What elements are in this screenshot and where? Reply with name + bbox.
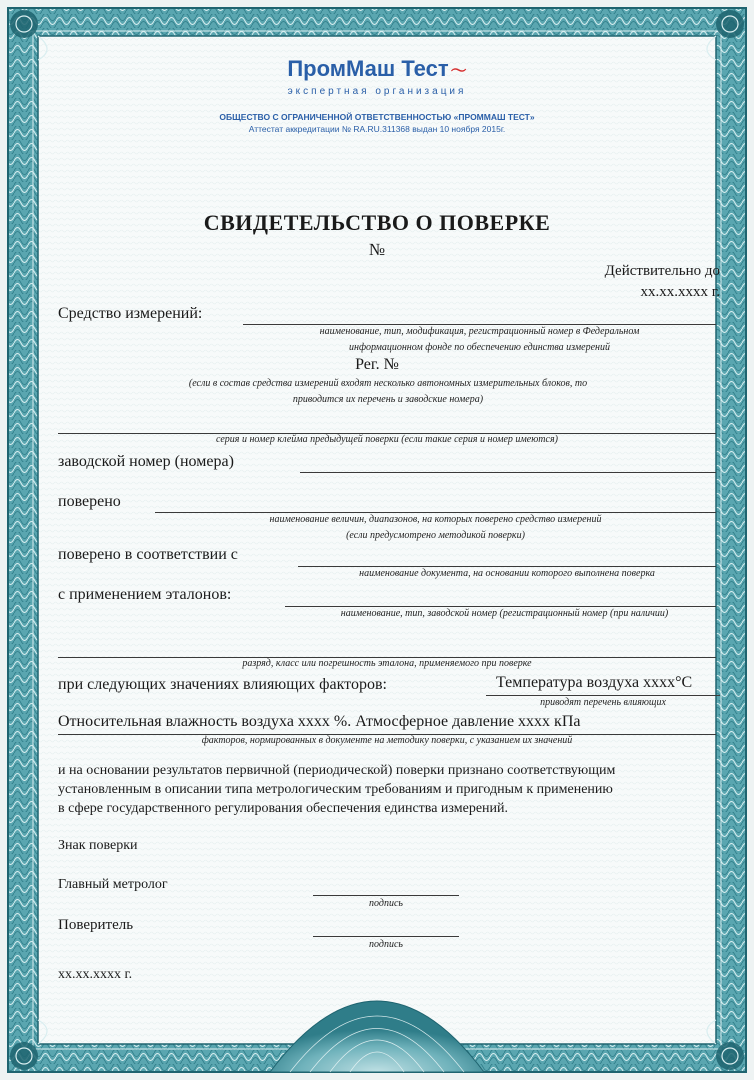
org-name: ОБЩЕСТВО С ОГРАНИЧЕННОЙ ОТВЕТСТВЕННОСТЬЮ «ПРОММАШ ТЕСТ» bbox=[219, 112, 535, 122]
factors-caption-2: факторов, нормированных в документе на методику поверки, с указанием их значений bbox=[201, 735, 573, 746]
verification-mark-label: Знак поверки bbox=[58, 838, 138, 853]
issue-date: xx.xx.xxxx г. bbox=[58, 967, 133, 982]
company-logo bbox=[0, 56, 754, 82]
chief-signature-caption: подпись bbox=[369, 898, 403, 909]
certificate-number-label: № bbox=[368, 240, 386, 259]
logo-swoosh-icon: 〜 bbox=[450, 63, 467, 80]
blocks-caption-2: приводится их перечень и заводские номера) bbox=[292, 394, 484, 405]
verifier-signature-caption: подпись bbox=[369, 939, 403, 950]
standards-caption: наименование, тип, заводской номер (регистрационный номер (при наличии) bbox=[340, 608, 669, 619]
verified-label: поверено bbox=[58, 493, 121, 510]
seal-caption: серия и номер клейма предыдущей поверки (если такие серия и номер имеются) bbox=[216, 434, 558, 445]
reg-number-label: Рег. № bbox=[355, 356, 399, 373]
factors-value: Температура воздуха xxxx°C bbox=[496, 674, 693, 691]
factors-label: при следующих значениях влияющих факторов: bbox=[58, 676, 387, 693]
instrument-caption-1: наименование, тип, модификация, регистрационный номер в Федеральном bbox=[319, 326, 640, 337]
verified-caption-1: наименование величин, диапазонов, на которых поверено средство измерений bbox=[269, 514, 602, 525]
logo-text: ПромМаш Тест bbox=[287, 56, 449, 81]
chief-metrologist-label: Главный метролог bbox=[58, 877, 168, 892]
instrument-label: Средство измерений: bbox=[58, 305, 203, 322]
factors-value-2: Относительная влажность воздуха xxxx %. Атмосферное давление xxxx кПа bbox=[58, 713, 581, 730]
factors-caption: приводят перечень влияющих bbox=[540, 697, 666, 708]
serial-line bbox=[300, 472, 716, 473]
instrument-caption-2: информационном фонде по обеспечению единства измерений bbox=[349, 342, 610, 353]
according-caption: наименование документа, на основании которого выполнена поверка bbox=[359, 568, 655, 579]
verifier-label: Поверитель bbox=[58, 917, 134, 933]
accreditation: Аттестат аккредитации № RA.RU.311368 выдан 10 ноября 2015г. bbox=[248, 124, 506, 134]
validity-date: xx.xx.xxxx г. bbox=[640, 284, 720, 300]
standards-label: с применением эталонов: bbox=[58, 586, 232, 603]
conclusion-line-3: в сфере государственного регулирования обеспечения единства измерений. bbox=[58, 801, 509, 816]
validity-label: Действительно до bbox=[604, 263, 720, 279]
grade-caption: разряд, класс или погрешность эталона, применяемого при поверке bbox=[242, 658, 532, 669]
conclusion-line-1: и на основании результатов первичной (периодической) поверки признано соответствующим bbox=[58, 763, 616, 778]
according-label: поверено в соответствии с bbox=[58, 546, 238, 563]
serial-label: заводской номер (номера) bbox=[58, 453, 234, 470]
logo-tagline: экспертная организация bbox=[287, 86, 467, 97]
blocks-caption-1: (если в состав средства измерений входят несколько автономных измерительных блоков, то bbox=[188, 378, 588, 389]
verified-caption-2: (если предусмотрено методикой поверки) bbox=[346, 530, 525, 541]
page-title: СВИДЕТЕЛЬСТВО О ПОВЕРКЕ bbox=[203, 210, 551, 235]
conclusion-line-2: установленным в описании типа метрологическим требованиям и пригодным к применению bbox=[58, 782, 613, 797]
